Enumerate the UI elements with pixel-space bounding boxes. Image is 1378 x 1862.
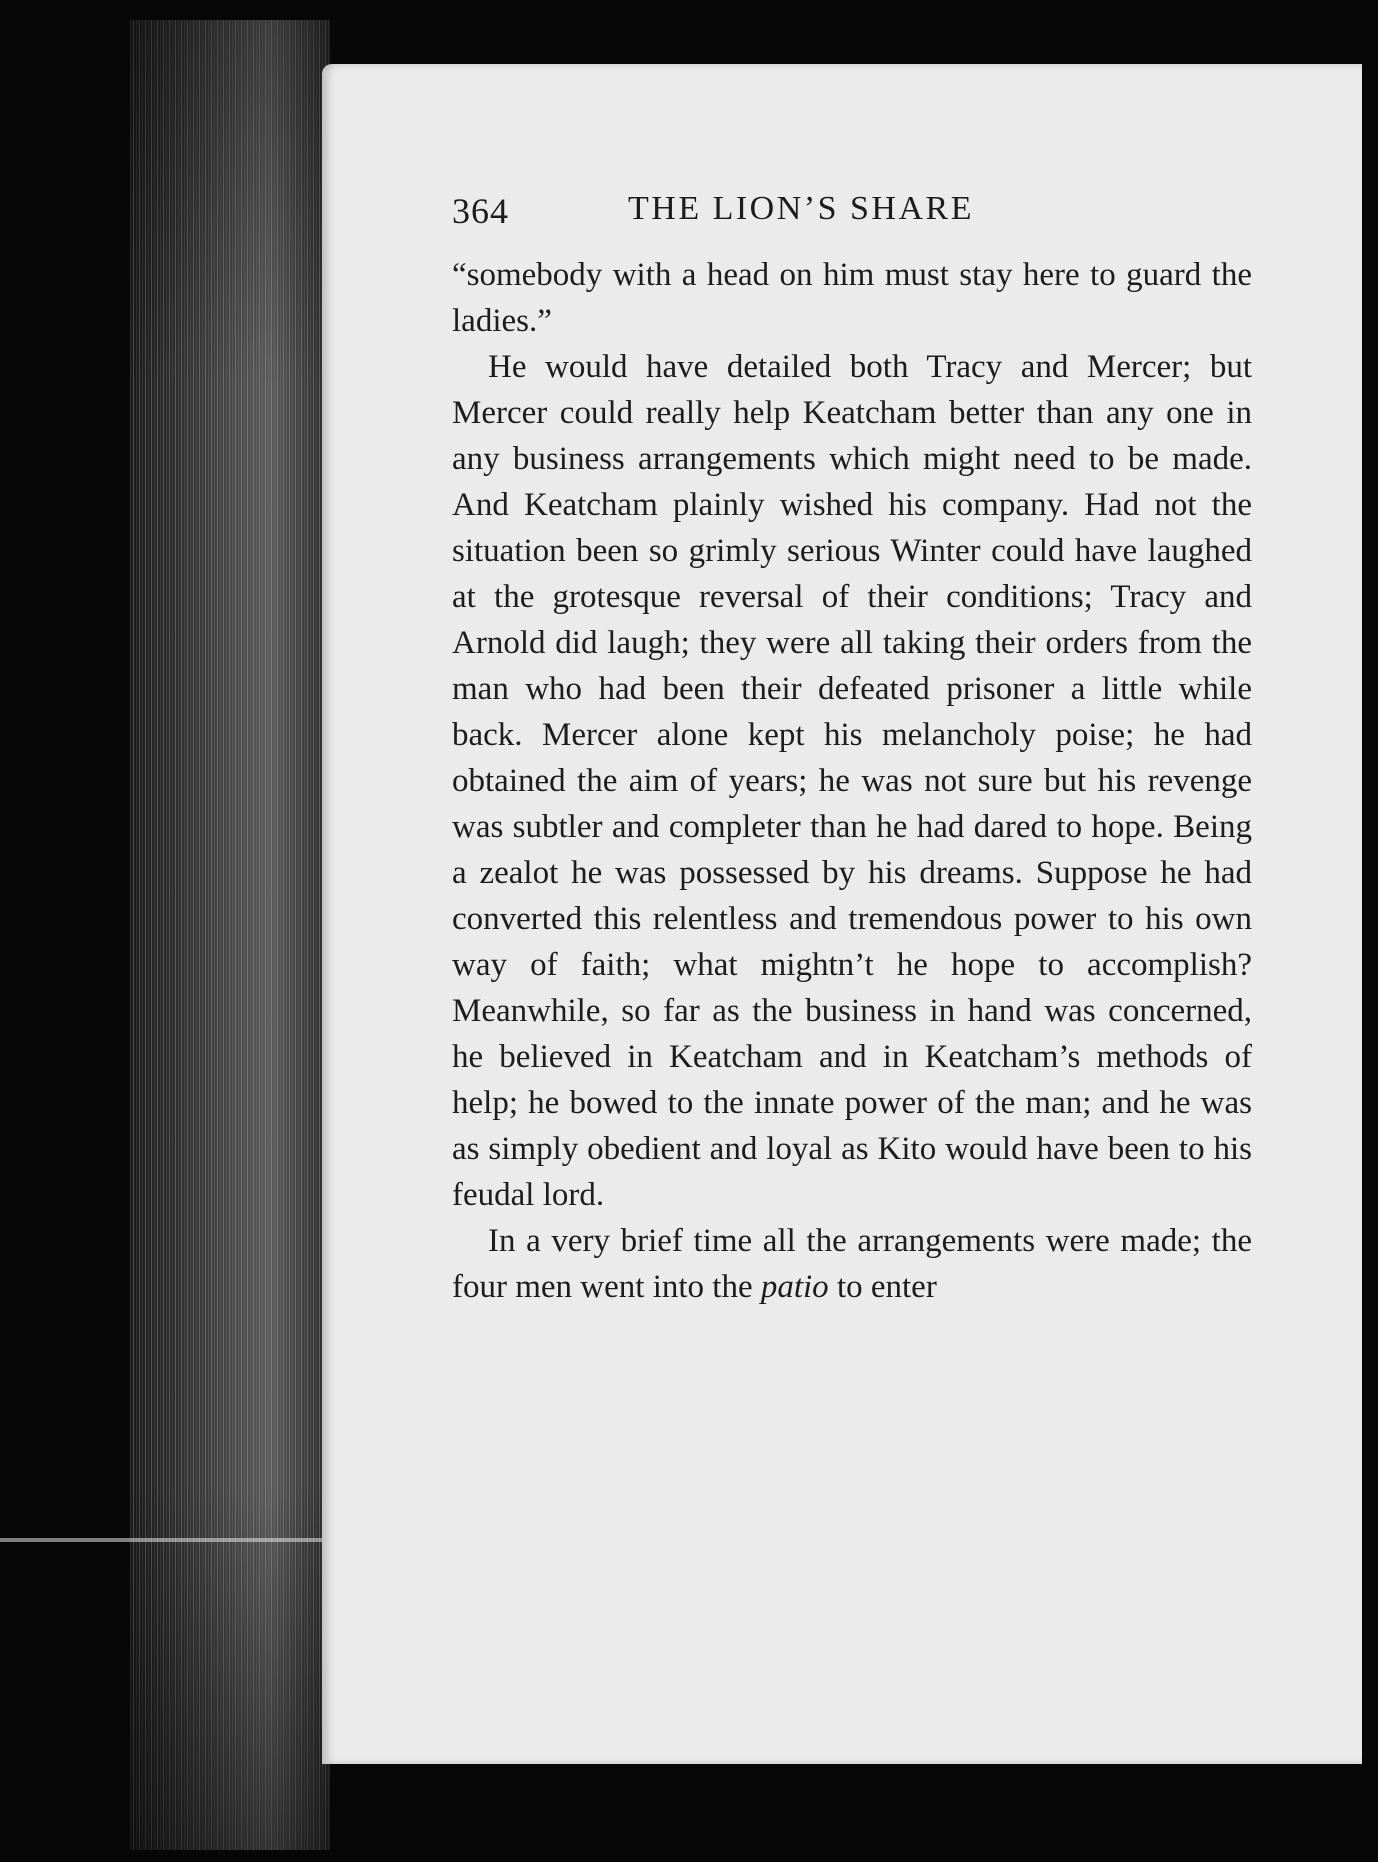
page-header bbox=[452, 190, 1352, 250]
paragraph-2: He would have detailed both Tracy and Mercer; but Mercer could really help Keatcham better than any one in any business arrangements which might need to be made. And Keatcham plainly wished his company. Had not the situation been so grimly serious Winter could have laughed at the grotesque reversal of their conditions; Tracy and Arnold did laugh; they were all taking their orders from the man who had been their defeated prisoner a little while back. Mercer alone kept his melancholy poise; he had obtained the aim of years; he was not sure but his revenge was subtler and completer than he had dared to hope. Being a zealot he was possessed by his dreams. Suppose he had converted this relentless and tremendous power to his own way of faith; what mightn’t he hope to accomplish? Meanwhile, so far as the business in hand was concerned, he believed in Keatcham and in Keatcham’s methods of help; he bowed to the innate power of the man; and he was as simply obedient and loyal as Kito would have been to his feudal lord. bbox=[452, 349, 1252, 1213]
book-page bbox=[322, 64, 1362, 1764]
paragraph-1: “somebody with a head on him must stay here to guard the ladies.” bbox=[452, 257, 1252, 339]
body-text bbox=[452, 252, 1252, 1310]
running-head: THE LION’S SHARE bbox=[628, 190, 974, 227]
paragraph-3-text-after: to enter bbox=[828, 1269, 937, 1305]
paragraph-3-italic-word: patio bbox=[760, 1269, 829, 1305]
page-edge-stack bbox=[130, 20, 330, 1850]
paragraph-3-text-before: In a very brief time all the arrangements were made; the four men went into the bbox=[452, 1223, 1252, 1305]
scan-artifact-streak bbox=[0, 1538, 330, 1542]
paragraph-3 bbox=[452, 1218, 1252, 1310]
page-number: 364 bbox=[452, 191, 509, 231]
